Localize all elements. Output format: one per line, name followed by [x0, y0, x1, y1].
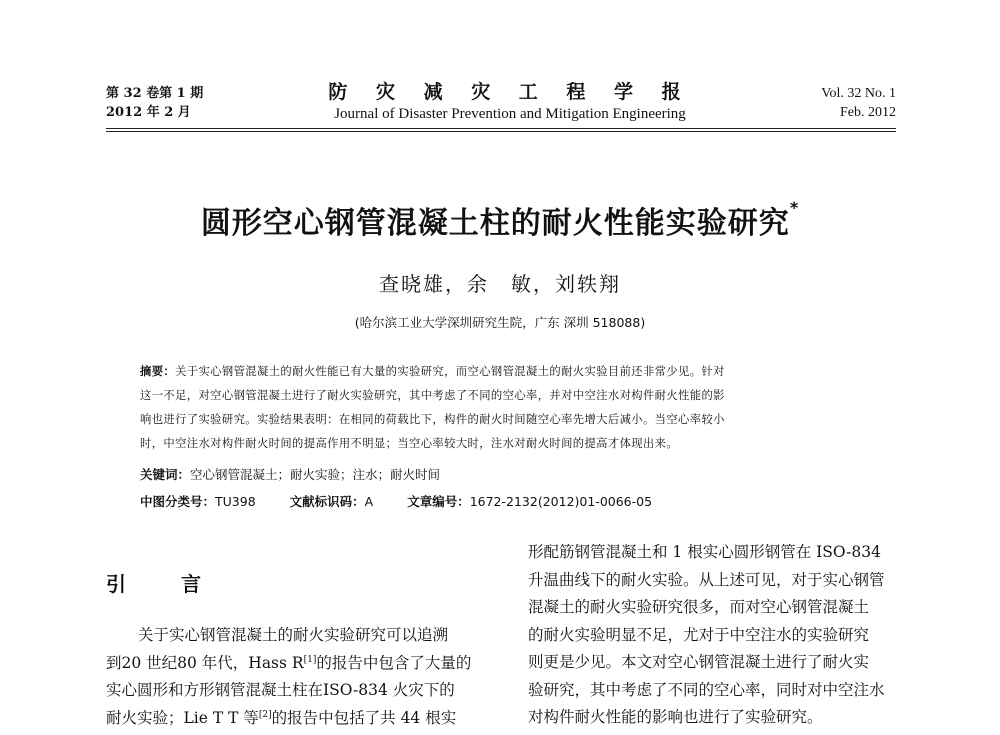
body-right-line-3: 混凝土的耐火实验研究很多，而对空心钢管混凝土	[528, 598, 870, 616]
body-left-line-2-head: 到20 世纪80 年代，Hass R	[106, 653, 304, 672]
title-footnote-mark: *	[789, 198, 800, 217]
abstract-text-1: 关于实心钢管混凝土的耐火性能已有大量的实验研究，而空心钢管混凝土的耐火实验目前还非常少见。针对	[175, 365, 725, 378]
header-rule-top	[106, 128, 896, 129]
body-left-line-2	[106, 650, 498, 678]
clc-value: TU398	[215, 494, 256, 509]
body-column-right	[528, 539, 920, 732]
body-right-line-1: 形配筋钢管混凝土和 1 根实心圆形钢管在 ISO-834	[528, 543, 881, 561]
article-authors: 查晓雄，余 敏，刘轶翔	[379, 272, 621, 296]
section-heading-introduction: 引 言	[106, 572, 225, 596]
journal-name-cn: 防 灾 减 灾 工 程 学 报	[328, 81, 692, 103]
header-left	[106, 84, 203, 122]
volume-issue-en: Vol. 32 No. 1	[821, 86, 896, 101]
header-right	[821, 84, 896, 122]
abstract-label: 摘要：	[140, 365, 176, 378]
doc-code-label: 文献标识码：	[289, 494, 365, 509]
article-affiliation: (哈尔滨工业大学深圳研究生院，广东 深圳 518088)	[354, 315, 646, 330]
body-right-line-5: 则更是少见。本文对空心钢管混凝土进行了耐火实	[528, 653, 870, 671]
keywords-text: 空心钢管混凝土；耐火实验；注水；耐火时间	[190, 467, 441, 482]
body-left-line-2-tail: 的报告中包含了大量的	[316, 653, 472, 672]
date-cn: 2012 年 2 月	[106, 105, 191, 120]
body-right-line-4: 的耐火实验明显不足，尤对于中空注水的实验研究	[528, 625, 870, 644]
article-title-text: 圆形空心钢管混凝土柱的耐火性能实验研究	[200, 206, 790, 241]
keywords	[140, 465, 440, 483]
abstract-line-1	[140, 360, 878, 384]
date-en: Feb. 2012	[840, 105, 896, 120]
header-rule-bottom	[106, 131, 896, 132]
body-right-line-7: 对构件耐火性能的影响也进行了实验研究。	[528, 708, 823, 726]
body-left-line-4-tail: 的报告中包括了共 44 根实	[271, 708, 457, 727]
article-title	[0, 198, 1000, 242]
abstract	[140, 360, 878, 456]
classification-line	[140, 492, 652, 510]
citation-2: [2]	[258, 709, 272, 720]
citation-1: [1]	[303, 654, 317, 665]
keywords-label: 关键词：	[140, 467, 191, 482]
abstract-line-4: 时，中空注水对构件耐火时间的提高作用不明显；当空心率较大时，注水对耐火时间的提高才体现出来。	[140, 437, 679, 450]
abstract-line-2: 这一不足，对空心钢管混凝土进行了耐火实验研究，其中考虑了不同的空心率，并对中空注水对构件耐火性能的影	[140, 389, 725, 402]
article-number-value: 1672-2132(2012)01-0066-05	[469, 494, 653, 509]
article-number-label: 文章编号：	[407, 494, 470, 509]
clc-label: 中图分类号：	[140, 494, 216, 509]
doc-code-value: A	[364, 494, 374, 509]
body-right-line-2: 升温曲线下的耐火实验。从上述可见，对于实心钢管	[528, 570, 885, 589]
body-left-line-3: 实心圆形和方形钢管混凝土柱在ISO-834 火灾下的	[106, 681, 455, 699]
body-left-line-1: 关于实心钢管混凝土的耐火实验研究可以追溯	[138, 626, 449, 644]
abstract-line-3: 响也进行了实验研究。实验结果表明：在相同的荷载比下，构件的耐火时间随空心率先增大后减小。当空心率较小	[140, 413, 725, 426]
body-left-line-4	[106, 705, 498, 733]
body-column-left	[106, 622, 498, 732]
journal-name	[250, 80, 770, 124]
journal-name-en: Journal of Disaster Prevention and Mitigation Engineering	[334, 106, 686, 122]
body-right-line-6: 验研究，其中考虑了不同的空心率，同时对中空注水	[528, 680, 885, 699]
body-left-line-4-head: 耐火实验；Lie T T 等	[106, 708, 259, 727]
volume-issue-cn: 第 32 卷第 1 期	[106, 86, 204, 101]
